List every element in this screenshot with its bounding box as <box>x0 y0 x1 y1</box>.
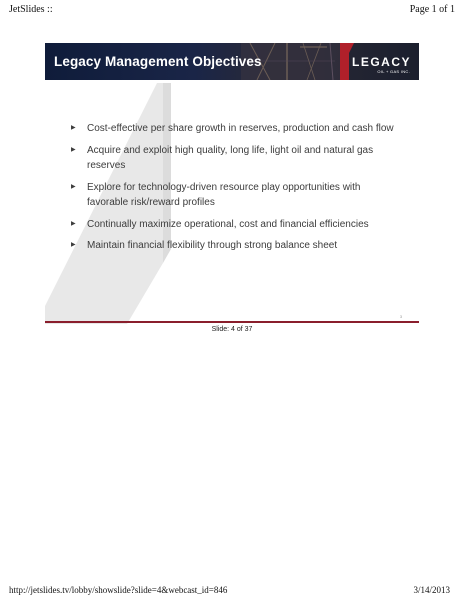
triangle-bullet-icon: ▶ <box>71 125 76 131</box>
slide-counter: Slide: 4 of 37 <box>211 326 253 333</box>
slide <box>45 43 419 324</box>
legacy-logo <box>340 43 419 80</box>
triangle-bullet-icon: ▶ <box>71 183 76 190</box>
triangle-bullet-icon: ▶ <box>71 242 76 248</box>
list-item-text: Maintain financial flexibility through strong balance sheet <box>87 240 338 251</box>
list-item <box>67 180 397 211</box>
slide-title: Legacy Management Objectives <box>54 54 262 69</box>
print-footer-date: 3/14/2013 <box>413 585 450 595</box>
list-item <box>67 217 397 233</box>
list-item <box>67 143 397 174</box>
list-item-text: Cost-effective per share growth in reserves, production and cash flow <box>87 123 394 134</box>
list-item-text: Explore for technology-driven resource play opportunities with favorable risk/reward profiles <box>87 181 361 208</box>
list-item-text: Acquire and exploit high quality, long life, light oil and natural gas reserves <box>87 144 374 171</box>
logo-wordmark: LEGACY <box>351 55 411 69</box>
list-item <box>67 238 397 254</box>
print-header-page-indicator: Page 1 of 1 <box>409 4 455 15</box>
print-header-title: JetSlides :: <box>9 4 53 15</box>
slide-page-number: 3 <box>400 315 402 319</box>
title-banner <box>45 43 419 80</box>
triangle-bullet-icon: ▶ <box>71 146 76 153</box>
print-footer-url: http://jetslides.tv/lobby/showslide?slide=4&webcast_id=846 <box>9 585 228 595</box>
triangle-bullet-icon: ▶ <box>71 220 76 227</box>
list-item <box>67 121 397 137</box>
logo-tagline: OIL + GAS INC. <box>377 69 410 74</box>
objectives-list <box>67 121 397 260</box>
list-item-text: Continually maximize operational, cost and financial efficiencies <box>87 218 369 230</box>
footer-divider <box>45 321 419 323</box>
